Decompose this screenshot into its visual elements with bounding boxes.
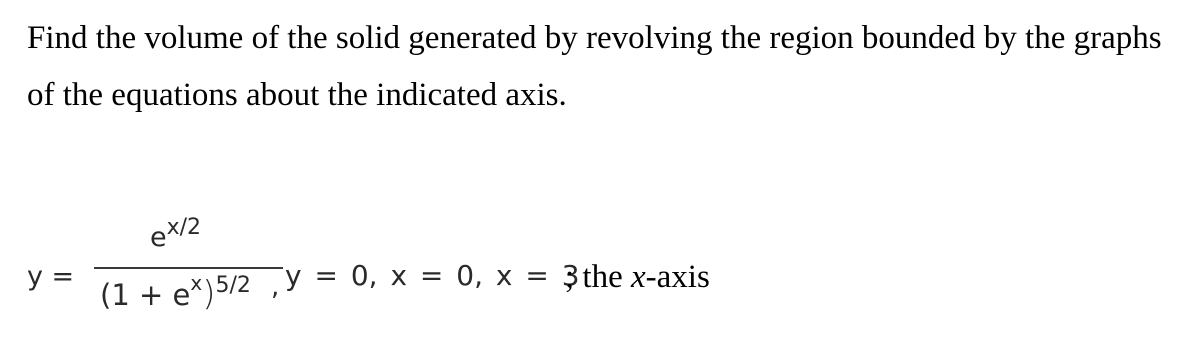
fraction-denominator: [100, 271, 251, 314]
problem-instruction: Find the volume of the solid generated by revolving the region bounded by the graphs of the equations about the indicated axis.: [27, 20, 1162, 113]
equation-lhs: y =: [27, 261, 75, 292]
denominator-open: (1 + e: [100, 278, 191, 312]
denominator-exponent: 5/2: [215, 273, 251, 298]
axis-prefix: ; the: [565, 259, 631, 295]
fraction-separator: ,: [271, 272, 280, 302]
axis-variable: x: [630, 259, 646, 295]
axis-of-revolution: [565, 259, 710, 296]
fraction-bar: [94, 267, 283, 269]
axis-suffix: -axis: [645, 259, 710, 295]
denominator-close: ): [202, 274, 216, 314]
boundary-conditions: y = 0, x = 0, x = 3: [285, 259, 580, 292]
fraction: [94, 215, 286, 337]
denominator-inner-exponent: x: [190, 271, 203, 295]
fraction-numerator: [150, 215, 202, 253]
equation: [27, 215, 1177, 342]
numerator-base: e: [150, 222, 167, 253]
numerator-exponent: x/2: [166, 215, 202, 240]
